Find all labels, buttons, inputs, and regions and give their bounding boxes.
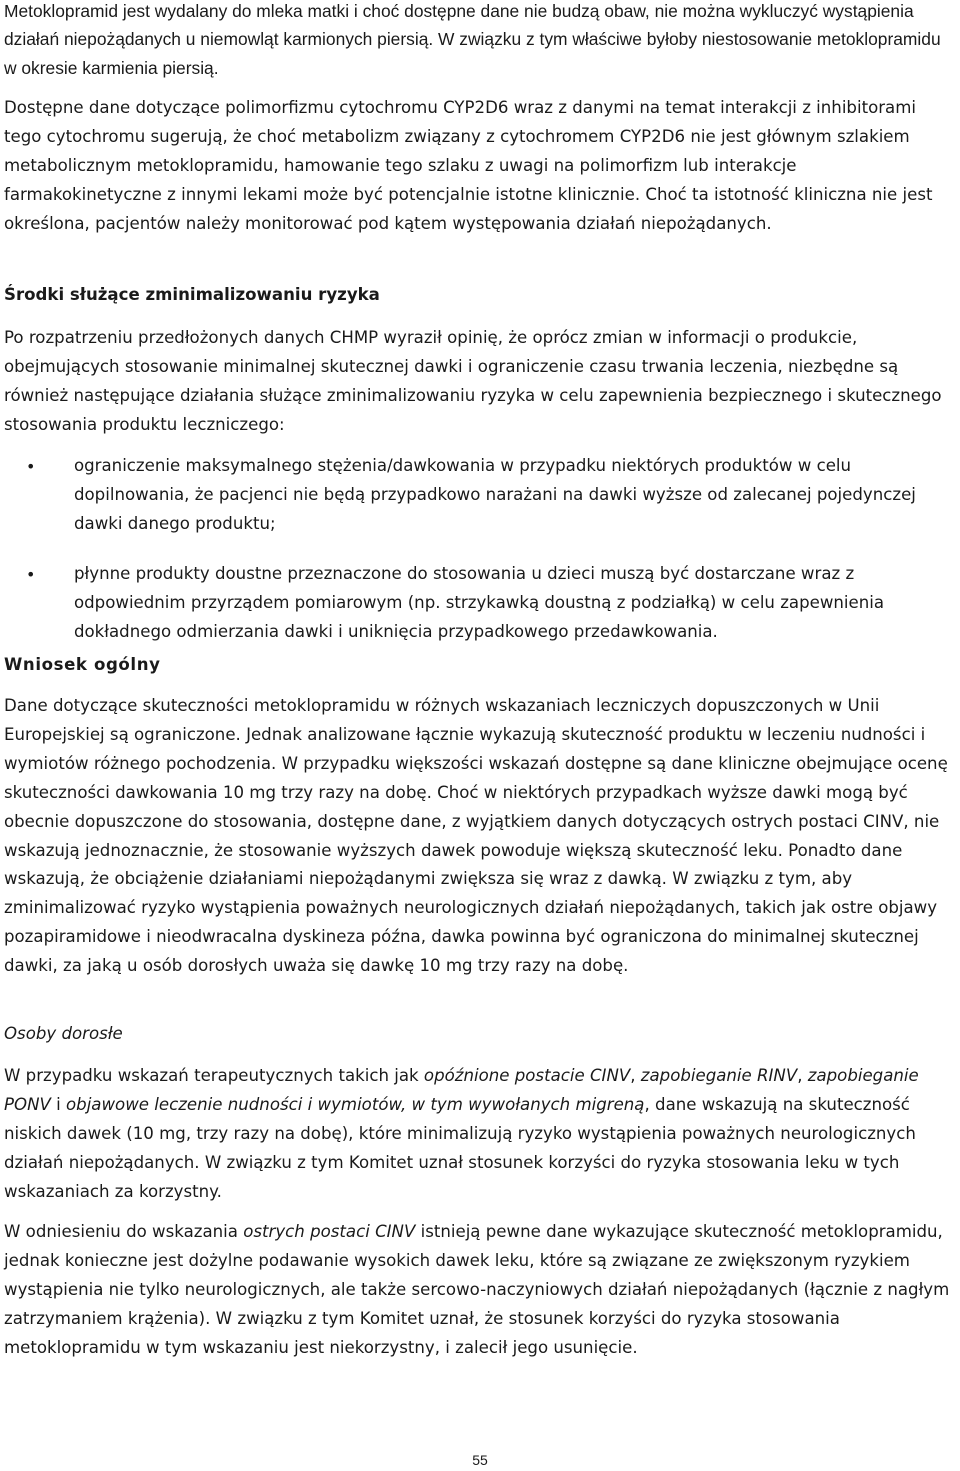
list-item-text: ograniczenie maksymalnego stężenia/dawkowania w przypadku niektórych produktów w celu dopilnowania, że pacjenci nie będą przypadkowo narażani na dawki wyższe od zalecanej pojedynczej dawki danego produktu; bbox=[74, 456, 916, 533]
paragraph-cyp2d6: Dostępne dane dotyczące polimorfizmu cytochromu CYP2D6 wraz z danymi na temat interakcji z inhibitorami tego cytochromu sugerują, że choć metabolizm związany z cytochromem CYP2D6 nie jest głównym szlakiem metabolicznym metoklopramidu, hamowanie tego szlaku z uwagi na polimorfizm lub interakcje farmakokinetyczne z innymi lekami może być potencjalnie istotne klinicznie. Choć ta istotność kliniczna nie jest określona, pacjentów należy monitorować pod kątem występowania działań niepożądanych. bbox=[4, 98, 933, 233]
text-run: W odniesieniu do wskazania bbox=[4, 1222, 244, 1241]
list-item bbox=[4, 452, 956, 539]
text-run: i bbox=[50, 1094, 67, 1114]
paragraph-efficacy-conclusion: Dane dotyczące skuteczności metoklopramidu w różnych wskazaniach leczniczych dopuszczonych w Unii Europejskiej są ograniczone. Jednak analizowane łącznie wykazują skuteczność produktu w leczeniu nudności i wymiotów różnego pochodzenia. W przypadku większości wskazań dostępne są dane kliniczne obejmujące ocenę skuteczności dawkowania 10 mg trzy razy na dobę. Choć w niektórych przypadkach wyższe dawki mogą być obecnie dopuszczone do stosowania, dostępne dane, z wyjątkiem danych dotyczących ostrych postaci CINV, nie wskazują jednoznacznie, że stosowanie wyższych dawek powoduje większą skuteczność leku. Ponadto dane wskazują, że obciążenie działaniami niepożądanymi zwiększa się wraz z dawką. W związku z tym, aby zminimalizować ryzyko wystąpienia poważnych neurologicznych działań niepożądanych, takich jak ostre objawy pozapiramidowe i nieodwracalna dyskineza późna, dawka powinna być ograniczona do minimalnej skutecznej dawki, za jaką u osób dorosłych uważa się dawkę 10 mg trzy razy na dobę. bbox=[4, 696, 948, 976]
italic-term: objawowe leczenie nudności i wymiotów, w tym wywołanych migreną bbox=[66, 1094, 645, 1114]
text-run: , dane wskazują na skuteczność niskich dawek (10 mg, trzy razy na dobę), które minimalizują ryzyko wystąpienia poważnych neurologicznych działań niepożądanych. W związku z tym Komitet uznał stosunek korzyści do ryzyka stosowania leku w tych wskazaniach za korzystny. bbox=[4, 1094, 916, 1201]
heading-adults: Osoby dorosłe bbox=[4, 1024, 123, 1043]
text-run: , bbox=[797, 1066, 808, 1085]
risk-measures-list bbox=[4, 452, 956, 646]
page-number: 55 bbox=[472, 1452, 488, 1468]
paragraph-chmp-opinion: Po rozpatrzeniu przedłożonych danych CHMP wyraził opinię, że oprócz zmian w informacji o produkcie, obejmujących stosowanie minimalnej skutecznej dawki i ograniczenie czasu trwania leczenia, niezbędne są również następujące działania służące zminimalizowaniu ryzyka w celu zapewnienia bezpiecznego i skutecznego stosowania produktu leczniczego: bbox=[4, 328, 942, 434]
bullet-icon: • bbox=[26, 564, 36, 584]
bullet-icon: • bbox=[26, 457, 36, 476]
text-run: W przypadku wskazań terapeutycznych takich jak bbox=[4, 1066, 424, 1085]
text-run: , bbox=[630, 1066, 641, 1085]
paragraph-acute-cinv bbox=[4, 1218, 956, 1363]
italic-term: ostrych postaci CINV bbox=[243, 1222, 416, 1241]
paragraph-breastfeeding: Metoklopramid jest wydalany do mleka matki i choć dostępne dane nie budzą obaw, nie można wykluczyć wystąpienia działań niepożądanych u niemowląt karmionych piersią. W związku z tym właściwe byłoby niestosowanie metoklopramidu w okresie karmienia piersią. bbox=[4, 1, 941, 78]
paragraph-adult-indications bbox=[4, 1062, 956, 1207]
italic-term: zapobieganie PONV bbox=[4, 1066, 919, 1114]
italic-term: opóźnione postacie CINV bbox=[423, 1066, 631, 1085]
list-item-text: płynne produkty doustne przeznaczone do stosowania u dzieci muszą być dostarczane wraz z odpowiednim przyrządem pomiarowym (np. strzykawką doustną z podziałką) w celu zapewnienia dokładnego odmierzania dawki i uniknięcia przypadkowego przedawkowania. bbox=[74, 563, 885, 641]
heading-general-conclusion: Wniosek ogólny bbox=[4, 655, 161, 674]
list-item bbox=[4, 560, 956, 647]
text-run: istnieją pewne dane wykazujące skuteczność metoklopramidu, jednak konieczne jest dożylne podawanie wysokich dawek leku, które są związane ze zwiększonym ryzykiem wystąpienia nie tylko neurologicznych, ale także sercowo-naczyniowych działań niepożądanych (łącznie z nagłym zatrzymaniem krążenia). W związku z tym Komitet uznał, że stosunek korzyści do ryzyka stosowania metoklopramidu w tym wskazaniu jest niekorzystny, i zalecił jego usunięcie. bbox=[4, 1222, 950, 1357]
italic-term: zapobieganie RINV bbox=[640, 1066, 798, 1085]
heading-risk-minimisation: Środki służące zminimalizowaniu ryzyka bbox=[4, 285, 380, 304]
